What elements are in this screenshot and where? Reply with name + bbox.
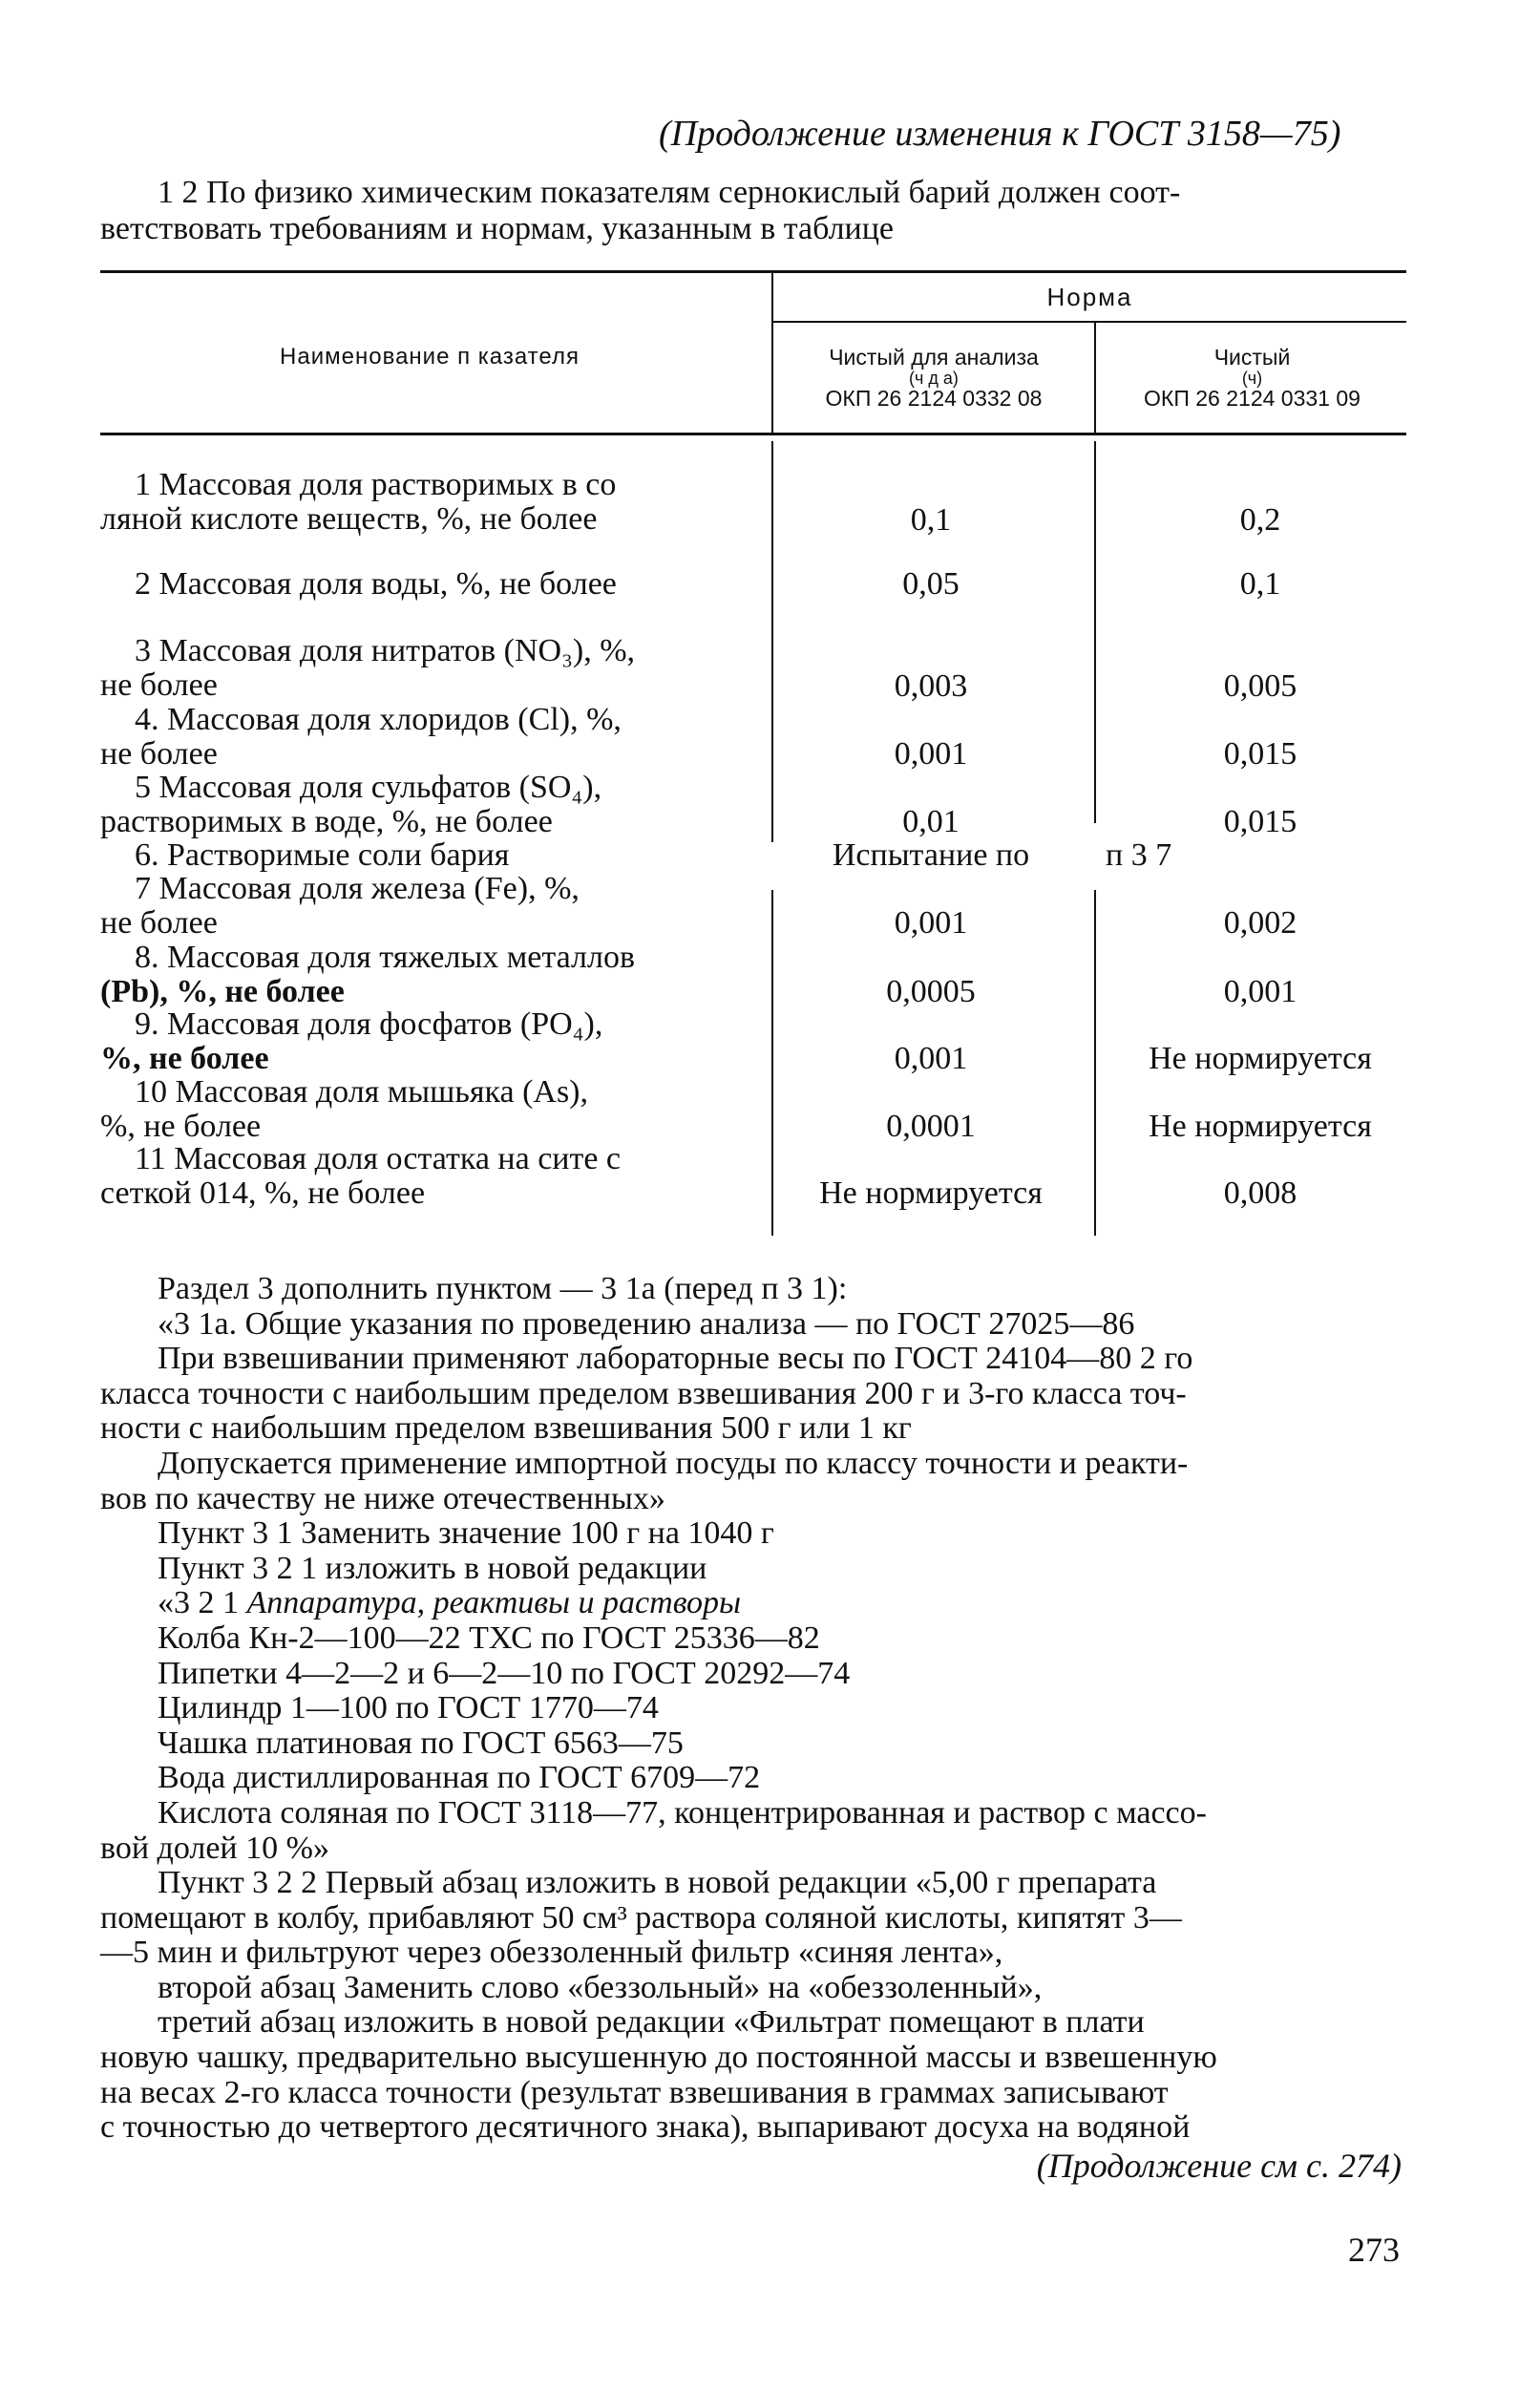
table-cell: Не нормируется	[1149, 1109, 1372, 1144]
row-label: (Pb), %, не более	[100, 974, 345, 1009]
table-cell: 0,0001	[886, 1109, 976, 1144]
row-label: 5 Массовая доля сульфатов (SO₄),	[135, 770, 602, 805]
intro-paragraph	[100, 175, 1456, 247]
table-top-rule	[100, 270, 1406, 273]
text-line: помещают в колбу, прибавляют 50 см³ раствора соляной кислоты, кипятят 3—	[100, 1899, 1182, 1936]
text-line: ности с наибольшим пределом взвешивания 500 г или 1 кг	[100, 1410, 912, 1447]
column-divider	[1094, 441, 1096, 823]
text-line: вой долей 10 %»	[100, 1830, 329, 1866]
table-row-name	[100, 634, 759, 703]
table-row-name	[100, 838, 759, 873]
continuation-note: (Продолжение см с. 274)	[1036, 2147, 1402, 2185]
row-label: сеткой 014, %, не более	[100, 1175, 426, 1211]
italic-heading: Аппаратура, реактивы и растворы	[246, 1585, 742, 1621]
column-header-pure	[1098, 346, 1406, 411]
text-line: Пункт 3 2 2 Первый абзац изложить в новой редакции «5,00 г препарата	[158, 1865, 1157, 1901]
row-label: не более	[100, 736, 218, 772]
column-title: Чистый для анализа	[829, 345, 1039, 370]
row-label: %, не более	[100, 1041, 269, 1076]
table-cell: 0,1	[910, 502, 952, 538]
table-cell: 0,01	[902, 804, 960, 839]
row-label: 2 Массовая доля воды, %, не более	[135, 566, 617, 602]
row-label: не более	[100, 667, 218, 703]
table-row-name	[100, 1075, 759, 1144]
text-line: новую чашку, предварительно высушенную до постоянной массы и взвешенную	[100, 2040, 1217, 2076]
text-line: Пункт 3 2 1 изложить в новой редакции	[158, 1550, 707, 1586]
text-line: второй абзац Заменить слово «беззольный» на «обеззоленный»,	[158, 1969, 1043, 2005]
row-label: 6. Растворимые соли бария	[135, 837, 510, 873]
table-cell: 0,2	[1239, 502, 1281, 538]
column-okp: ОКП 26 2124 0331 09	[1144, 386, 1361, 411]
text-line: При взвешивании применяют лабораторные весы по ГОСТ 24104—80 2 го	[158, 1341, 1193, 1377]
table-row-name	[100, 1142, 759, 1211]
text-line: Чашка платиновая по ГОСТ 6563—75	[158, 1725, 684, 1761]
row-label: 7 Массовая доля железа (Fe), %,	[135, 871, 580, 906]
column-okp: ОКП 26 2124 0332 08	[825, 386, 1043, 411]
table-row-name	[100, 941, 759, 1009]
table-cell: 0,05	[902, 566, 960, 602]
table-cell: 0,001	[894, 736, 968, 772]
text-line: «3 1а. Общие указания по проведению анализа — по ГОСТ 27025—86	[158, 1305, 1135, 1342]
table-cell: 0,001	[894, 1041, 968, 1076]
table-row-name	[100, 872, 759, 941]
row-label: 4. Массовая доля хлоридов (Cl), %,	[135, 702, 622, 737]
text-line: Допускается применение импортной посуды по классу точности и реакти-	[158, 1445, 1189, 1481]
column-abbr: (ч)	[1241, 369, 1263, 388]
row-label: 3 Массовая доля нитратов (NO₃), %,	[135, 633, 636, 668]
text-line: Кислота соляная по ГОСТ 3118—77, концентрированная и раствор с массо-	[158, 1794, 1207, 1831]
table-row-name	[100, 1007, 759, 1076]
row-label: %, не более	[100, 1109, 262, 1144]
text-line: с точностью до четвертого десятичного знака), выпаривают досуха на водяной	[100, 2109, 1191, 2146]
table-row-name	[100, 703, 759, 772]
table-cell: 0,1	[1239, 566, 1281, 602]
table-cell: Испытание по	[832, 837, 1030, 873]
text-line: третий абзац изложить в новой редакции «Фильтрат помещают в плати	[158, 2004, 1145, 2041]
table-cell: 0,003	[894, 668, 968, 704]
table-cell: 0,001	[1223, 974, 1297, 1009]
table-cell: Не нормируется	[1149, 1041, 1372, 1076]
text-line: на весах 2-го класса точности (результат взвешивания в граммах записывают	[100, 2074, 1169, 2110]
table-row-name	[100, 468, 759, 537]
column-divider	[1094, 890, 1096, 1236]
column-divider	[771, 441, 773, 842]
table-header-bottom-rule	[100, 433, 1406, 435]
text-line: Пункт 3 1 Заменить значение 100 г на 1040 г	[158, 1515, 774, 1552]
table-cell: 0,005	[1223, 668, 1297, 704]
intro-line: ветствовать требованиям и нормам, указанным в таблице	[100, 211, 895, 246]
row-label: 8. Массовая доля тяжелых металлов	[135, 940, 636, 975]
column-header-pure-for-analysis	[775, 346, 1092, 411]
column-title: Чистый	[1213, 345, 1291, 370]
amendment-text	[100, 1272, 1456, 2146]
text-line: класса точности с наибольшим пределом взвешивания 200 г и 3-го класса точ-	[100, 1375, 1187, 1411]
text-line: Раздел 3 дополнить пунктом — 3 1а (перед п 3 1):	[158, 1271, 848, 1306]
text-line: Вода дистиллированная по ГОСТ 6709—72	[158, 1760, 761, 1796]
text-line: Колба Кн-2—100—22 ТХС по ГОСТ 25336—82	[158, 1619, 820, 1656]
table-cell: 0,0005	[886, 974, 976, 1009]
intro-line: 1 2 По физико химическим показателям сернокислый барий должен соот-	[158, 175, 1181, 210]
table-row-name	[100, 771, 759, 839]
text-fragment: «3 2 1	[158, 1585, 247, 1621]
text-line: Цилиндр 1—100 по ГОСТ 1770—74	[158, 1690, 659, 1726]
row-label: 10 Массовая доля мышьяка (As),	[135, 1074, 589, 1110]
row-label: 11 Массовая доля остатка на сите с	[135, 1141, 622, 1176]
table-cell: 0,015	[1223, 804, 1297, 839]
text-line: —5 мин и фильтруют через обеззоленный фильтр «синяя лента»,	[100, 1935, 1003, 1971]
text-line	[100, 1586, 1456, 1621]
row-label: растворимых в воде, %, не более	[100, 804, 553, 839]
row-label: ляной кислоте веществ, %, не более	[100, 501, 598, 537]
table-cell: 0,002	[1223, 905, 1297, 941]
column-header-norm: Норма	[1046, 283, 1133, 311]
page-header: (Продолжение изменения к ГОСТ 3158—75)	[659, 114, 1341, 154]
table-row-name	[100, 567, 759, 602]
norm-header-rule	[773, 321, 1406, 323]
table-cell: 0,015	[1223, 736, 1297, 772]
table-cell: 0,008	[1223, 1175, 1297, 1211]
row-label: 9. Массовая доля фосфатов (PO₄),	[135, 1006, 603, 1042]
text-line: Пипетки 4—2—2 и 6—2—10 по ГОСТ 20292—74	[158, 1655, 851, 1691]
text-line: вов по качеству не ниже отечественных»	[100, 1480, 665, 1516]
column-divider	[1094, 323, 1096, 433]
table-cell: Не нормируется	[819, 1175, 1043, 1211]
column-header-name: Наименование п казателя	[280, 344, 580, 370]
page-number: 273	[1348, 2231, 1400, 2269]
table-cell: п 3 7	[1106, 837, 1172, 873]
row-label: не более	[100, 905, 218, 941]
column-abbr: (ч д а)	[909, 369, 959, 388]
row-label: 1 Массовая доля растворимых в со	[135, 467, 617, 502]
table-cell: 0,001	[894, 905, 968, 941]
